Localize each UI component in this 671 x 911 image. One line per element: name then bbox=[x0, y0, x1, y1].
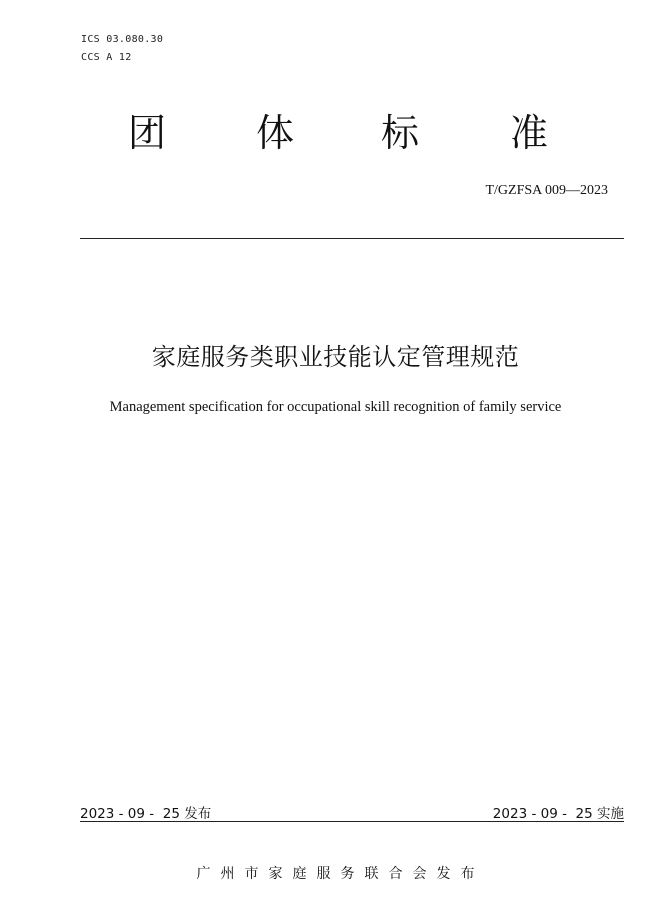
heading-char-2: 体 bbox=[256, 111, 295, 155]
ccs-code: CCS A 12 bbox=[81, 52, 132, 63]
heading-char-3: 标 bbox=[381, 111, 420, 155]
heading-char-1: 团 bbox=[128, 111, 167, 155]
implementation-date: 2023 - 09 - 25 实施 bbox=[492, 806, 624, 822]
ics-code: ICS 03.080.30 bbox=[81, 34, 164, 45]
document-title-chinese: 家庭服务类职业技能认定管理规范 bbox=[151, 343, 520, 371]
publisher: 广州市家庭服务联合会发布 bbox=[196, 866, 485, 882]
standard-type-heading bbox=[0, 108, 671, 158]
top-divider bbox=[80, 238, 624, 239]
standard-number: T/GZFSA 009—2023 bbox=[485, 183, 608, 198]
bottom-divider bbox=[80, 821, 624, 822]
document-title-english: Management specification for occupational skill recognition of family service bbox=[109, 399, 562, 415]
issue-date: 2023 - 09 - 25 发布 bbox=[80, 806, 212, 822]
heading-char-4: 准 bbox=[510, 111, 549, 155]
